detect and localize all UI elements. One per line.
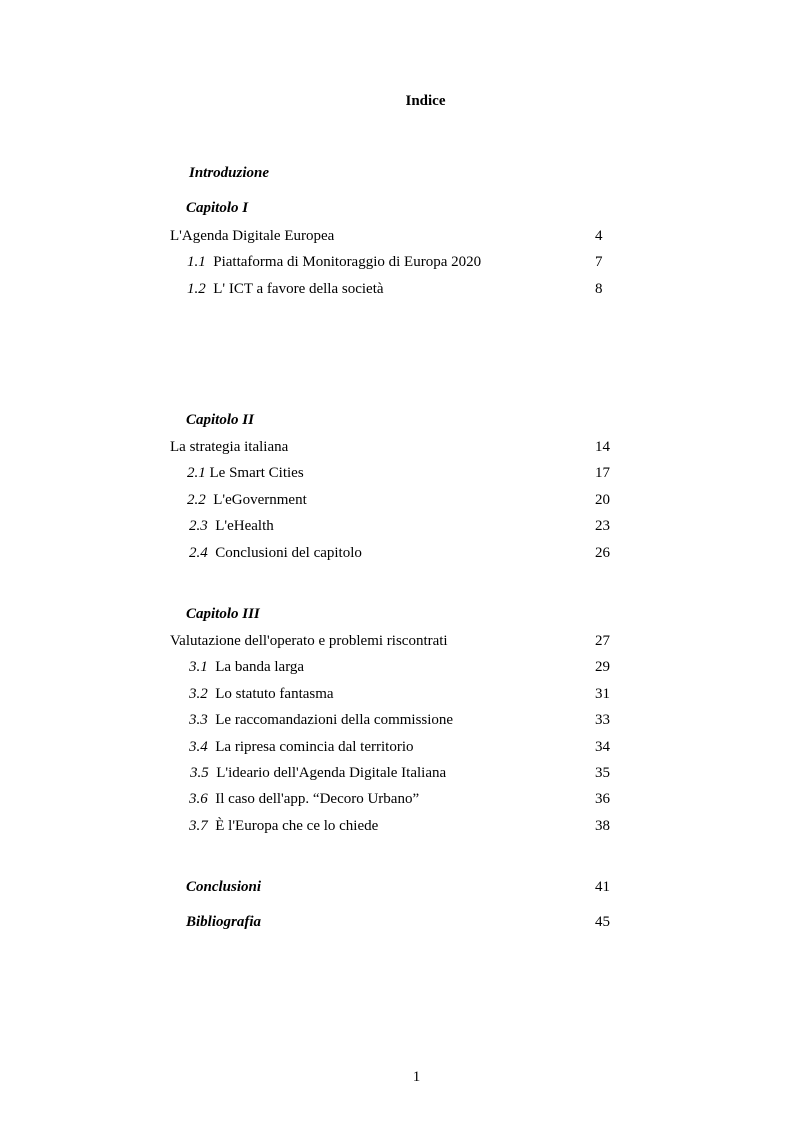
page-number: 26 [595,545,610,561]
chapter-main-title: L'Agenda Digitale Europea [170,228,335,244]
toc-entry [190,765,446,782]
section-title: La ripresa comincia dal territorio [215,739,414,755]
chapter-main-title: Valutazione dell'operato e problemi riscontrati [170,633,448,649]
section-title: Conclusioni del capitolo [215,545,362,561]
chapter-main-title: La strategia italiana [170,439,289,455]
page-number: 14 [595,439,610,455]
section-number: 1.2 [187,281,206,297]
section-title: Le Smart Cities [209,465,304,481]
toc-entry [189,739,414,756]
chapter-heading: Capitolo III [186,606,260,622]
page-number: 17 [595,465,610,481]
section-number: 2.2 [187,492,206,508]
page-number: 8 [595,281,603,297]
toc-entry [187,492,307,509]
page-number: 36 [595,791,610,807]
section-number: 2.4 [189,545,208,561]
section-title: Piattaforma di Monitoraggio di Europa 2020 [213,254,482,270]
page-number: 23 [595,518,610,534]
section-number: 3.6 [189,791,208,807]
page-number: 31 [595,686,610,702]
page-number: 35 [595,765,610,781]
toc-entry [187,281,384,298]
page-number: 38 [595,818,610,834]
toc-entry [189,818,378,835]
toc-entry [189,791,419,808]
page-number: 41 [595,879,610,895]
page-number: 20 [595,492,610,508]
bibliografia-heading: Bibliografia [186,914,262,930]
section-number: 3.1 [189,659,208,675]
section-title: La banda larga [215,659,305,675]
section-number: 3.3 [189,712,208,728]
chapter-heading: Capitolo I [186,200,249,216]
section-number: 2.1 [187,465,206,481]
section-number: 3.4 [189,739,208,755]
page-number: 27 [595,633,610,649]
page-number: 33 [595,712,610,728]
introduzione-heading: Introduzione [189,165,270,181]
conclusioni-heading: Conclusioni [186,879,262,895]
section-title: L'eHealth [215,518,274,534]
page-title: Indice [405,93,446,109]
page-number: 45 [595,914,610,930]
toc-entry [187,254,481,271]
toc-entry [189,545,362,562]
section-title: L'ideario dell'Agenda Digitale Italiana [216,765,447,781]
section-title: L' ICT a favore della società [213,281,384,297]
section-title: Lo statuto fantasma [215,686,334,702]
toc-entry [189,518,274,535]
section-number: 2.3 [189,518,208,534]
toc-entry [189,659,304,676]
page-number: 4 [595,228,603,244]
section-title: È l'Europa che ce lo chiede [215,818,379,834]
toc-entry [189,712,453,729]
footer-page-number: 1 [412,1069,421,1085]
toc-entry [187,465,304,482]
chapter-heading: Capitolo II [186,412,254,428]
section-number: 3.5 [190,765,209,781]
page-number: 34 [595,739,610,755]
section-title: Le raccomandazioni della commissione [215,712,454,728]
section-title: L'eGovernment [213,492,307,508]
section-number: 3.2 [189,686,208,702]
section-title: Il caso dell'app. “Decoro Urbano” [215,791,420,807]
page-number: 7 [595,254,603,270]
page-number: 29 [595,659,610,675]
section-number: 1.1 [187,254,206,270]
section-number: 3.7 [189,818,208,834]
toc-entry [189,686,334,703]
